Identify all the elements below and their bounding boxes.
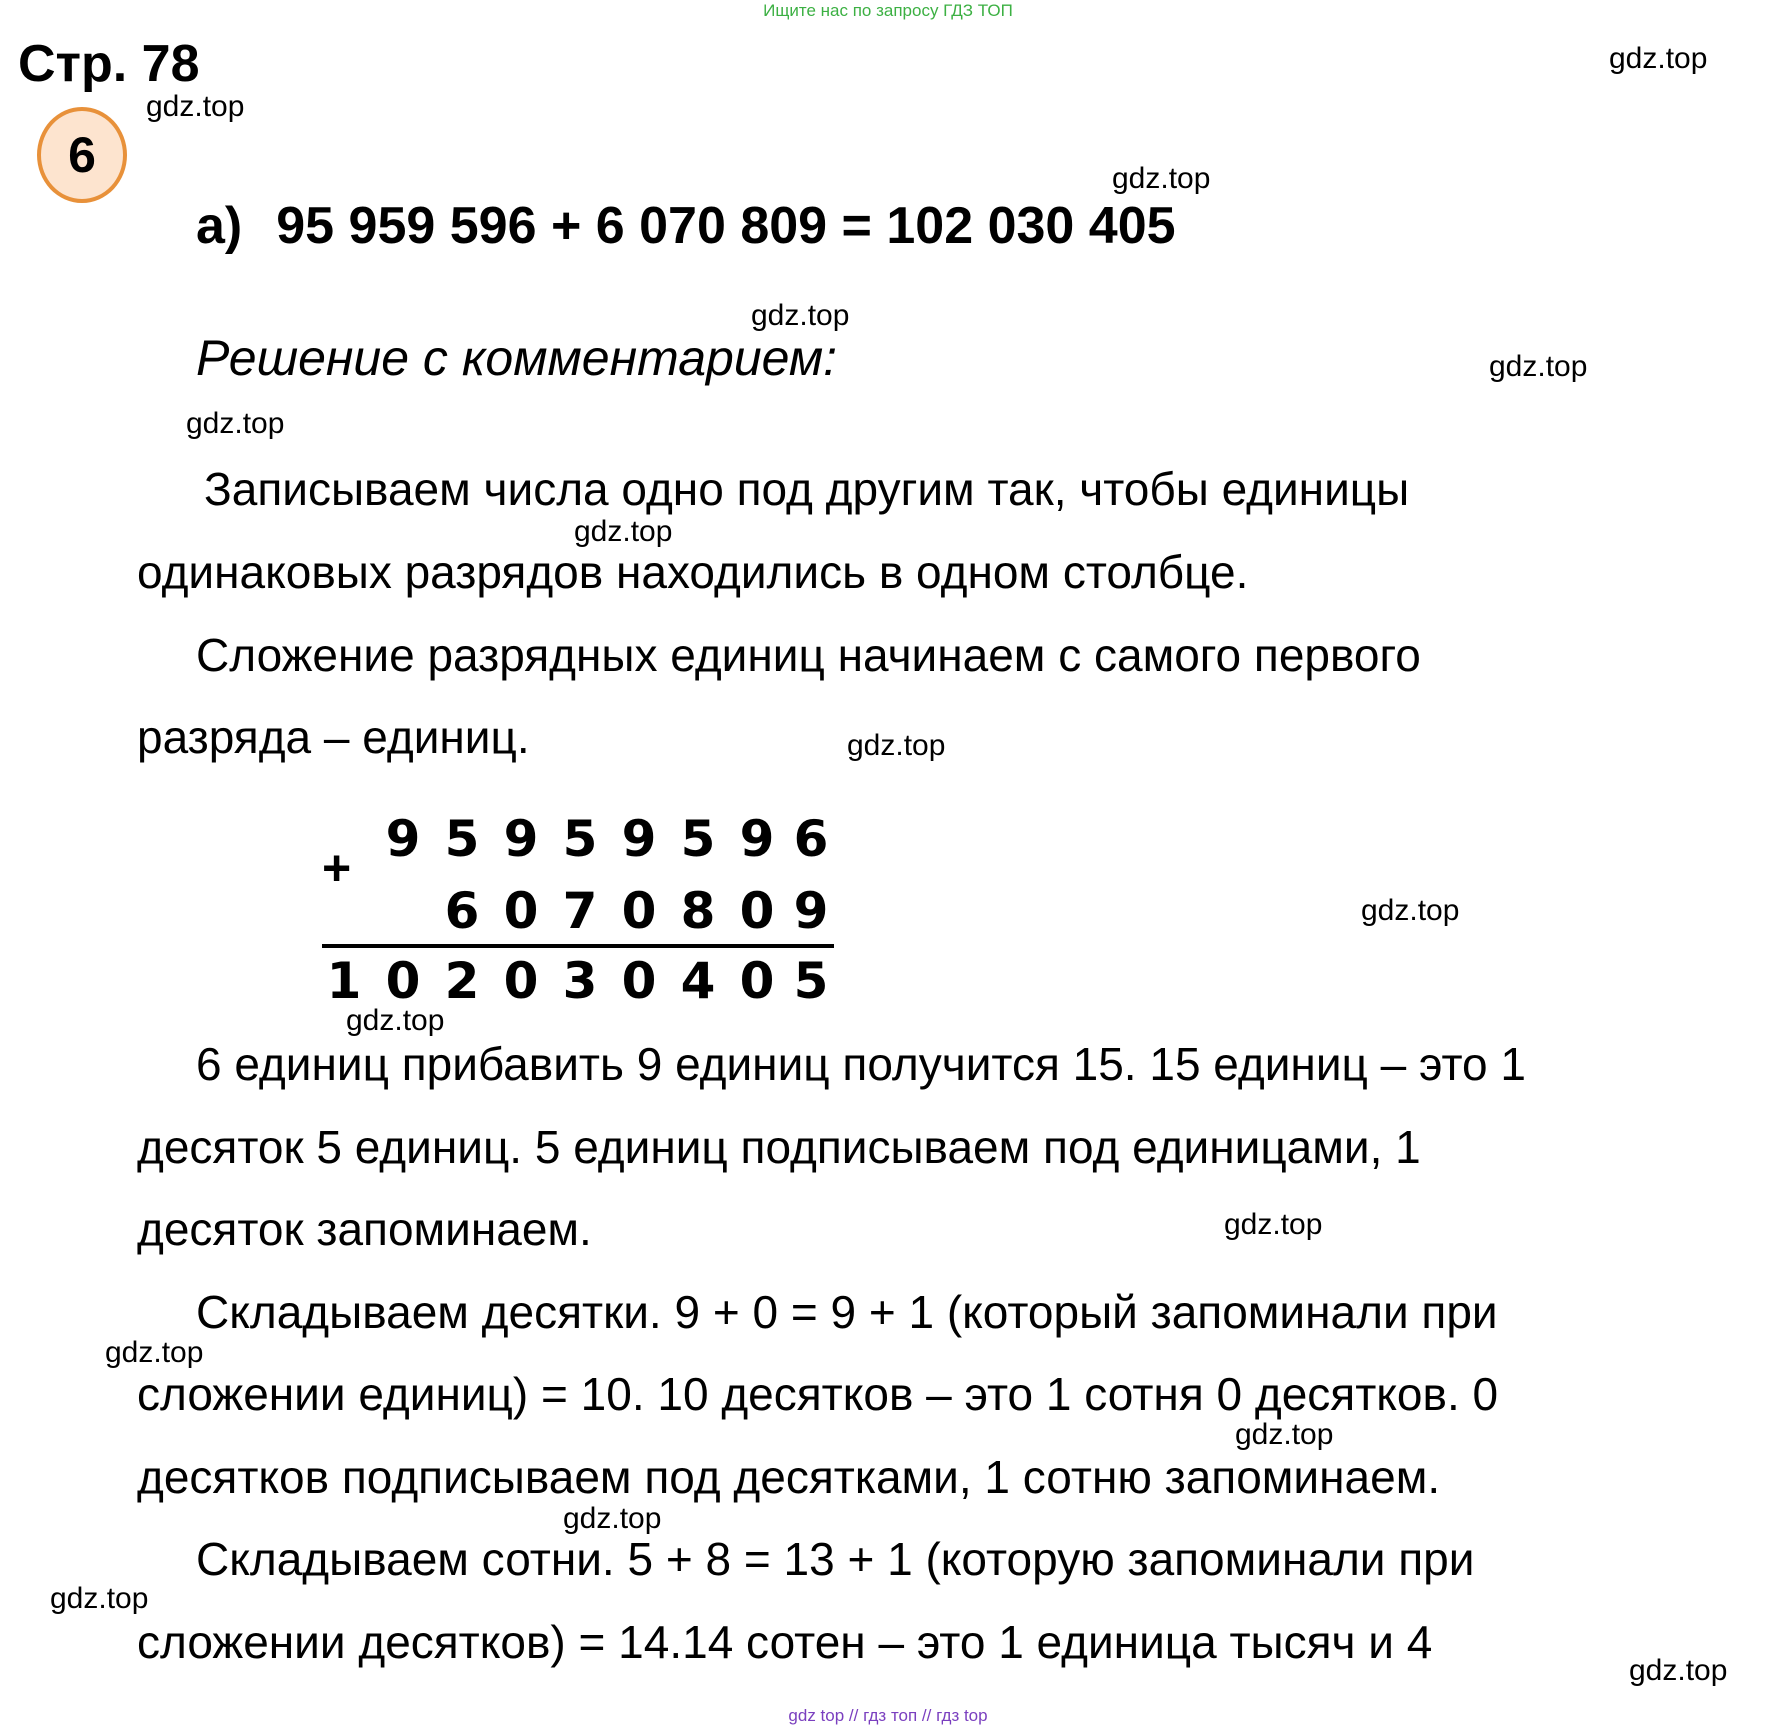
digit: 0 [503,952,539,1010]
watermark: gdz.top [1235,1418,1334,1451]
search-hint: Ищите нас по запросу ГДЗ ТОП [763,1,1013,20]
watermark: gdz.top [146,90,245,123]
digit: 2 [444,952,480,1010]
watermark: gdz.top [186,407,285,440]
watermark: gdz.top [847,729,946,762]
watermark: gdz.top [1224,1208,1323,1241]
plus-sign: + [322,840,352,896]
paragraph-line: сложении десятков) = 14.14 сотен – это 1 единица тысяч и 4 [137,1616,1433,1668]
digit: 9 [739,810,775,868]
digit: 7 [562,882,598,940]
paragraph-line: 6 единиц прибавить 9 единиц получится 15. 15 единиц – это 1 [196,1038,1526,1090]
watermark: gdz.top [1489,350,1588,383]
digit: 0 [385,952,421,1010]
digit: 5 [444,810,480,868]
page-title: Стр. 78 [18,35,200,93]
task-equation [196,197,1176,255]
task-number-badge [37,107,127,203]
digit: 5 [562,810,598,868]
paragraph-line: Складываем десятки. 9 + 0 = 9 + 1 (который запоминали при [196,1286,1498,1338]
paragraph-line: десяток 5 единиц. 5 единиц подписываем под единицами, 1 [137,1121,1421,1173]
paragraph-line: сложении единиц) = 10. 10 десятков – это 1 сотня 0 десятков. 0 [137,1368,1499,1420]
watermark: gdz.top [50,1582,149,1615]
task-number: 6 [68,127,96,183]
digit: 6 [444,882,480,940]
watermark: gdz.top [105,1336,204,1369]
paragraph-line: одинаковых разрядов находились в одном столбце. [137,546,1249,598]
watermark: gdz.top [751,299,850,332]
digit: 0 [621,882,657,940]
digit: 9 [385,810,421,868]
watermark: gdz.top [1609,42,1708,75]
digit: 4 [680,952,716,1010]
paragraph-line: Записываем числа одно под другим так, чтобы единицы [204,463,1410,515]
digit: 0 [739,952,775,1010]
watermark: gdz.top [346,1004,445,1037]
watermark: gdz.top [1361,894,1460,927]
digit: 6 [793,810,829,868]
watermark: gdz.top [1629,1654,1728,1687]
watermark: gdz.top [574,515,673,548]
digit: 3 [562,952,598,1010]
equation-text: 95 959 596 + 6 070 809 = 102 030 405 [276,197,1176,255]
watermark: gdz.top [1112,162,1211,195]
paragraph-line: Сложение разрядных единиц начинаем с самого первого [196,629,1421,681]
paragraph-line: Складываем сотни. 5 + 8 = 13 + 1 (которую запоминали при [196,1533,1475,1585]
digit: 8 [680,882,716,940]
digit: 5 [680,810,716,868]
digit: 0 [621,952,657,1010]
sum-line [322,944,834,948]
digit: 9 [793,882,829,940]
digit: 0 [503,882,539,940]
paragraph-line: десяток запоминаем. [137,1203,592,1255]
solution-subtitle: Решение с комментарием: [196,330,838,386]
task-label: а) [196,197,243,255]
paragraph-line: десятков подписываем под десятками, 1 сотню запоминаем. [137,1451,1441,1503]
digit: 9 [621,810,657,868]
footer-note: gdz top // гдз топ // гдз top [788,1706,988,1725]
watermark: gdz.top [563,1502,662,1535]
paragraph-line: разряда – единиц. [137,711,530,763]
digit: 9 [503,810,539,868]
digit: 0 [739,882,775,940]
digit: 5 [793,952,829,1010]
digit: 1 [326,952,362,1010]
